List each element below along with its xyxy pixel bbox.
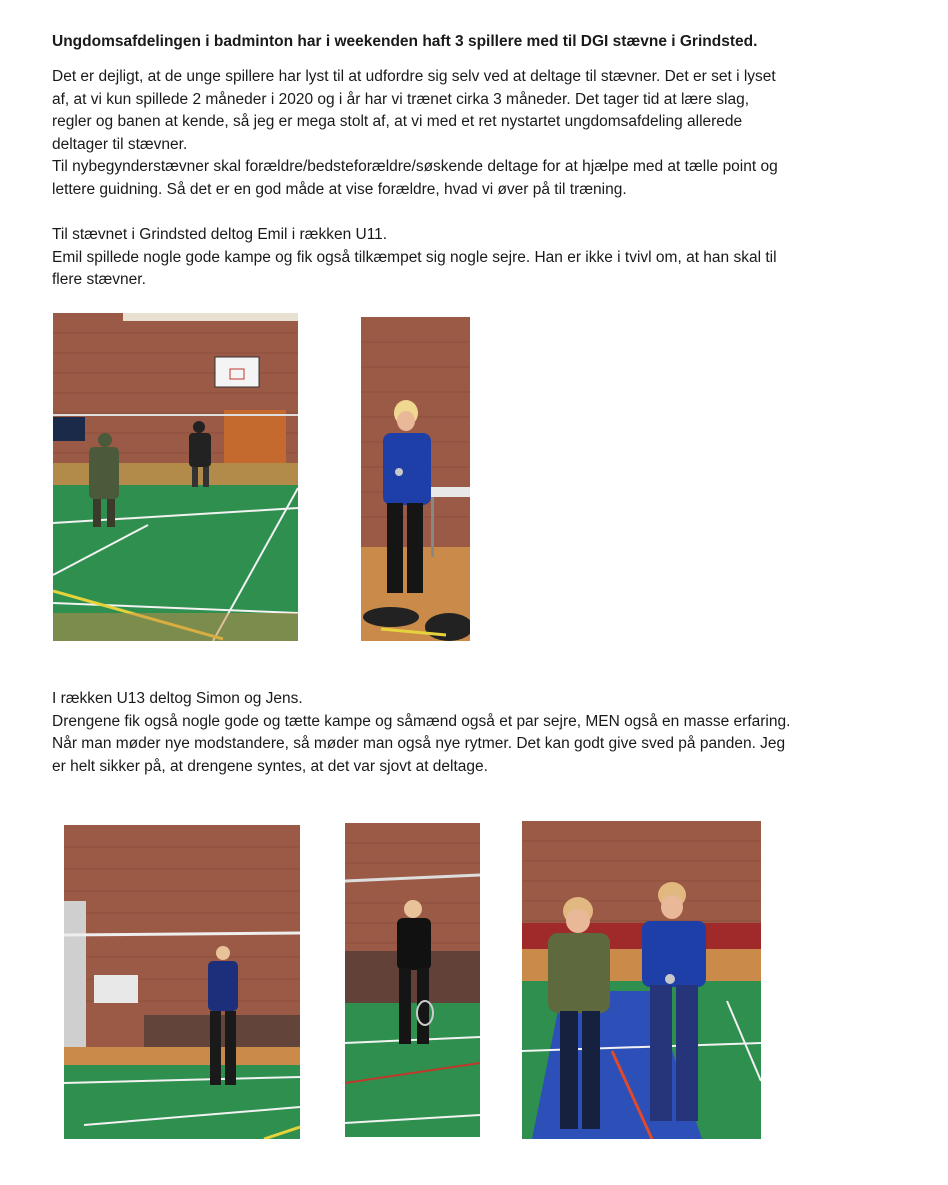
u13-line: I rækken U13 deltog Simon og Jens. bbox=[52, 690, 303, 707]
photo-simon-jens-medals bbox=[522, 821, 761, 1139]
u13-line: Når man møder nye modstandere, så møder man også nye rytmer. Det kan godt give sved på panden. Jeg bbox=[52, 735, 786, 752]
u11-paragraph bbox=[52, 224, 872, 292]
u11-line: Emil spillede nogle gode kampe og fik også tilkæmpet sig nogle sejre. Han er ikke i tvivl om, at han skal til bbox=[52, 248, 777, 266]
intro-paragraph bbox=[52, 66, 872, 201]
intro-line: lettere guidning. Så det er en god måde at vise forældre, hvad vi øver på til træning. bbox=[52, 180, 627, 198]
photo-simon-playing bbox=[64, 825, 300, 1139]
intro-line: Til nybegynderstævner skal forældre/bedsteforældre/søskende deltage for at hjælpe med at tælle point og bbox=[52, 158, 778, 175]
photo-jens-playing bbox=[345, 823, 480, 1137]
intro-line: af, at vi kun spillede 2 måneder i 2020 og i år har vi trænet cirka 3 måneder. Det tager tid at lære slag, bbox=[52, 90, 750, 108]
intro-line: Det er dejligt, at de unge spillere har lyst til at udfordre sig selv ved at deltage til stævner. Det er set i lyset bbox=[52, 68, 776, 85]
intro-line: deltager til stævner. bbox=[52, 135, 188, 153]
u11-line: Til stævnet i Grindsted deltog Emil i rækken U11. bbox=[52, 226, 388, 243]
u13-line: Drengene fik også nogle gode og tætte kampe og såmænd også et par sejre, MEN også en masse erfaring. bbox=[52, 712, 791, 730]
article-title: Ungdomsafdelingen i badminton har i weekenden haft 3 spillere med til DGI stævne i Grindsted. bbox=[52, 33, 758, 50]
u11-line: flere stævner. bbox=[52, 271, 146, 288]
photo-emil-medal bbox=[361, 317, 470, 641]
u13-line: er helt sikker på, at drengene syntes, at det var sjovt at deltage. bbox=[52, 757, 488, 775]
photo-emil-playing bbox=[53, 313, 298, 641]
u13-paragraph bbox=[52, 688, 872, 778]
intro-line: regler og banen at kende, så jeg er mega stolt af, at vi med et ret nystartet ungdomsafdeling allerede bbox=[52, 113, 743, 130]
